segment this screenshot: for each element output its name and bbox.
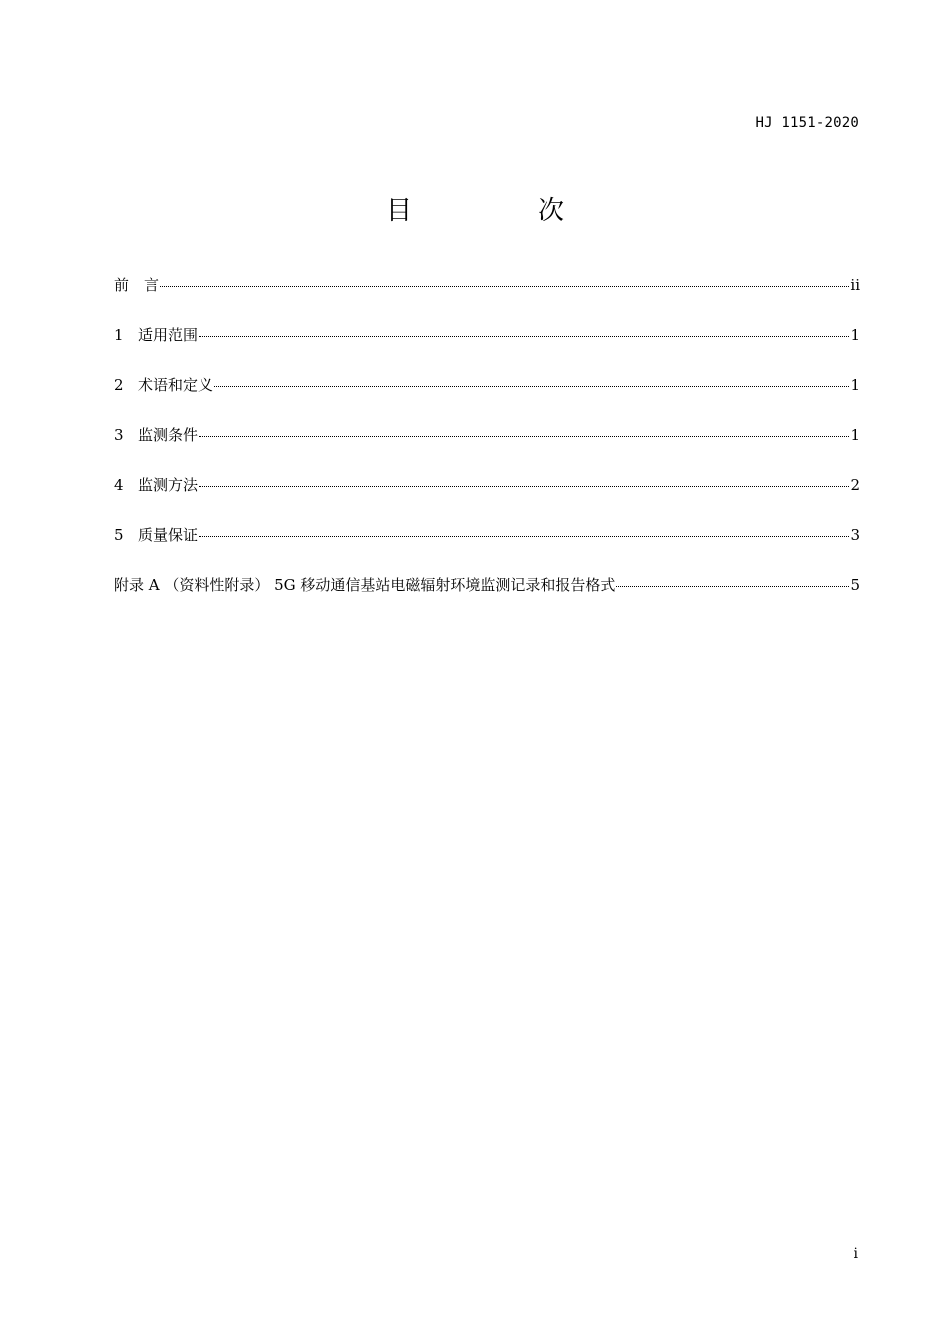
toc-entry-label: 监测方法 (138, 476, 199, 494)
toc-entry-conditions[interactable] (114, 424, 860, 474)
toc-entry-label: 质量保证 (138, 526, 199, 544)
toc-entry-label: 监测条件 (138, 426, 199, 444)
toc-entry-page: ii (850, 276, 860, 294)
toc-entry-number: 2 (114, 376, 124, 394)
toc-entry-quality[interactable] (114, 524, 860, 574)
toc-entry-page: 5 (850, 576, 860, 594)
toc-entry-page: 1 (850, 376, 860, 394)
toc-entry-scope[interactable] (114, 324, 860, 374)
toc-leader-dots (199, 536, 849, 537)
toc-entry-label: 适用范围 (138, 326, 199, 344)
toc-entry-label: 附录 A （资料性附录） 5G 移动通信基站电磁辐射环境监测记录和报告格式 (114, 576, 616, 594)
toc-entry-number: 1 (114, 326, 124, 344)
toc-entry-methods[interactable] (114, 474, 860, 524)
standard-code: HJ 1151-2020 (755, 115, 859, 131)
toc-entry-page: 3 (850, 526, 860, 544)
toc-entry-number: 3 (114, 426, 124, 444)
page-number: i (853, 1246, 858, 1262)
page-title: 目 次 (385, 196, 614, 226)
toc-entry-label: 术语和定义 (138, 376, 214, 394)
toc-entry-page: 2 (850, 476, 860, 494)
toc-entry-foreword[interactable] (114, 274, 860, 324)
toc-leader-dots (199, 486, 849, 487)
toc-entry-page: 1 (850, 326, 860, 344)
toc-entry-number: 5 (114, 526, 124, 544)
toc-list (114, 274, 860, 624)
toc-leader-dots (199, 436, 849, 437)
toc-leader-dots (214, 386, 849, 387)
toc-entry-terms[interactable] (114, 374, 860, 424)
toc-entry-appendix-a[interactable] (114, 574, 860, 624)
toc-leader-dots (160, 286, 849, 287)
toc-entry-label: 前 言 (114, 276, 160, 294)
toc-leader-dots (199, 336, 849, 337)
toc-entry-page: 1 (850, 426, 860, 444)
toc-entry-number: 4 (114, 476, 124, 494)
toc-leader-dots (616, 586, 849, 587)
